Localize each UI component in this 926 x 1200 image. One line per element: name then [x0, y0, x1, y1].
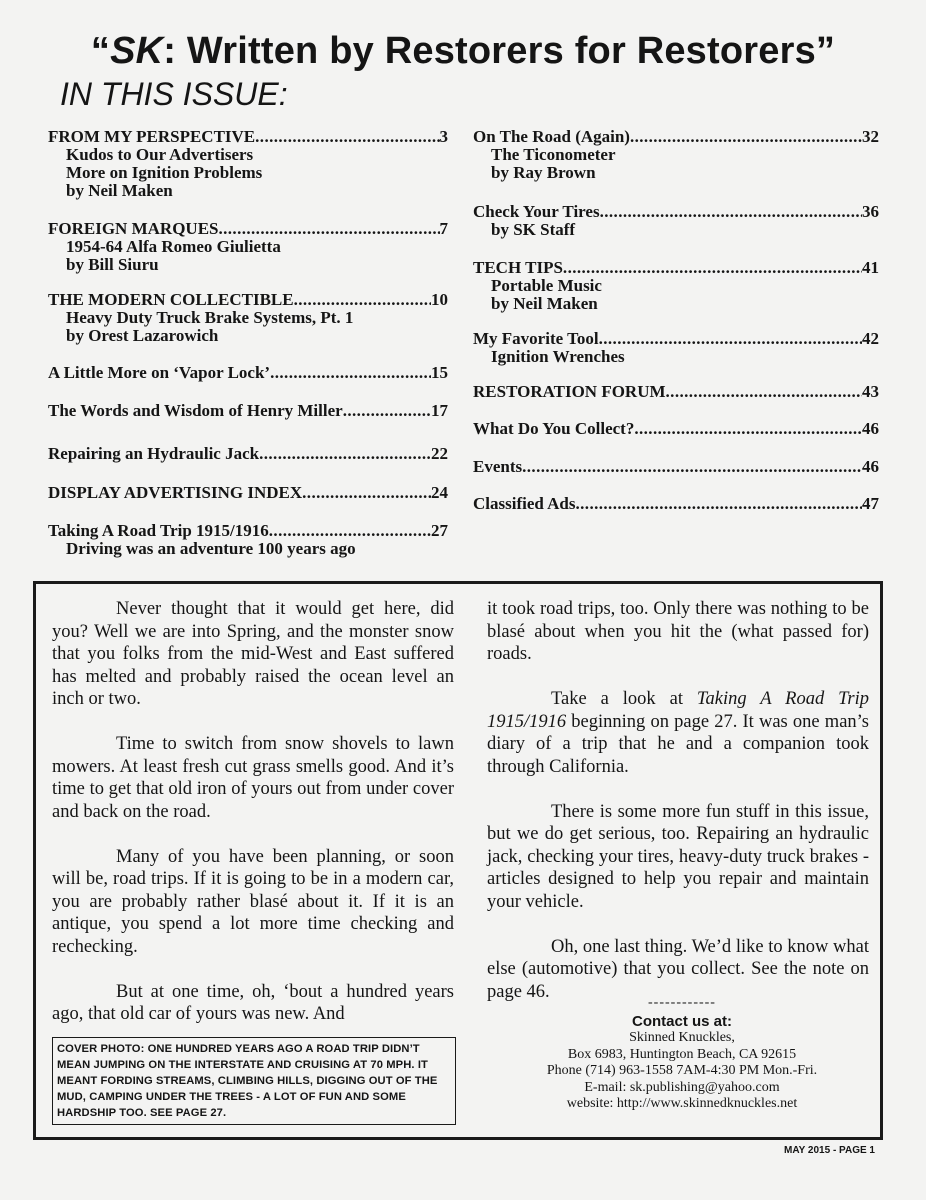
contact-email[interactable]: E-mail: sk.publishing@yahoo.com: [584, 1079, 780, 1095]
toc-author: by Orest Lazarowich: [66, 326, 219, 345]
editorial-text: Take a look at: [551, 689, 697, 709]
headline-quote: “: [90, 30, 111, 72]
toc-subtitle: Driving was an adventure 100 years ago: [66, 539, 356, 558]
toc-page: 3: [439, 127, 448, 146]
toc-leader: [563, 259, 862, 277]
toc-subtitle: Kudos to Our Advertisers: [66, 145, 254, 164]
toc-entry[interactable]: [48, 364, 448, 382]
toc-entry[interactable]: [473, 259, 879, 313]
toc-author: by Ray Brown: [491, 163, 596, 182]
toc-page: 7: [439, 219, 448, 238]
editorial-text: beginning on page 27. It was one man’s diary of a trip that he and a companion took through California.: [487, 711, 869, 777]
toc-author: by Neil Maken: [491, 294, 598, 313]
toc-entry[interactable]: [473, 495, 879, 513]
toc-leader: [270, 364, 431, 382]
headline-sk: SK: [110, 30, 164, 72]
toc-title: Taking A Road Trip 1915/1916: [48, 521, 269, 540]
contact-website[interactable]: website: http://www.skinnedknuckles.net: [566, 1096, 798, 1111]
toc-subtitle: Portable Music: [491, 276, 602, 295]
toc-page: 10: [431, 290, 448, 309]
editorial-left-column: [52, 598, 454, 1026]
toc-leader: [294, 291, 431, 309]
toc-leader: [255, 128, 439, 146]
toc-entry[interactable]: [473, 420, 879, 438]
editorial-paragraph: Oh, one last thing. We’d like to know what else (automotive) that you collect. See the note on page 46.: [487, 936, 869, 1002]
toc-author: by Neil Maken: [66, 181, 173, 200]
toc-entry[interactable]: [473, 383, 879, 401]
toc-page: 46: [862, 457, 879, 476]
toc-title: Repairing an Hydraulic Jack: [48, 444, 260, 463]
toc-title: On The Road (Again): [473, 127, 630, 146]
toc-page: 41: [862, 258, 879, 277]
toc-entry[interactable]: [48, 128, 448, 200]
toc-title: A Little More on ‘Vapor Lock’: [48, 363, 271, 382]
toc-subtitle: More on Ignition Problems: [66, 163, 263, 182]
separator: ------------: [648, 995, 716, 1010]
toc-title: FROM MY PERSPECTIVE: [48, 127, 256, 146]
toc-title: Check Your Tires: [473, 202, 600, 221]
toc-entry[interactable]: [48, 445, 448, 463]
toc-page: 46: [862, 419, 879, 438]
toc-page: 17: [431, 401, 448, 420]
toc-page: 22: [431, 444, 448, 463]
toc-page: 47: [862, 494, 879, 513]
toc-page: 15: [431, 363, 448, 382]
toc-entry[interactable]: [48, 402, 448, 420]
toc-entry[interactable]: [48, 484, 448, 502]
toc-subtitle: Ignition Wrenches: [491, 347, 625, 366]
toc-title: FOREIGN MARQUES: [48, 219, 219, 238]
contact-block: [487, 995, 877, 1113]
article-title-reference: Taking A Road Trip 1915/1916: [487, 689, 869, 732]
editorial-paragraph: But at one time, oh, ‘bout a hundred years ago, that old car of yours was new. And: [52, 981, 454, 1024]
editorial-paragraph: it took road trips, too. Only there was nothing to be blasé about when you hit the (what passed for) roads.: [487, 599, 869, 664]
toc-entry[interactable]: [473, 128, 879, 182]
toc-leader: [634, 420, 862, 438]
editorial-paragraph: There is some more fun stuff in this issue, but we do get serious, too. Repairing an hydraulic jack, checking your tires, heavy-duty truck brakes - articles designed to help you repair and maintain your vehicle.: [487, 801, 869, 912]
toc-page: 43: [862, 382, 879, 401]
toc-page: 42: [862, 329, 879, 348]
toc-title: Events: [473, 457, 523, 476]
toc-entry[interactable]: [473, 203, 879, 239]
toc-entry[interactable]: [48, 522, 448, 558]
contact-name: Skinned Knuckles,: [629, 1030, 735, 1045]
editorial-paragraph: [487, 688, 869, 778]
toc-title: Classified Ads: [473, 494, 576, 513]
toc-leader: [600, 203, 862, 221]
toc-author: by Bill Siuru: [66, 255, 159, 274]
contact-address: Box 6983, Huntington Beach, CA 92615: [567, 1046, 797, 1062]
toc-subtitle: 1954-64 Alfa Romeo Giulietta: [66, 237, 281, 256]
toc-title: The Words and Wisdom of Henry Miller: [48, 401, 343, 420]
toc-entry[interactable]: [48, 220, 448, 274]
toc-leader: [599, 330, 862, 348]
toc-leader: [522, 458, 862, 476]
toc-title: My Favorite Tool: [473, 329, 599, 348]
toc-leader: [576, 495, 863, 513]
editorial-right-column: [487, 598, 869, 1003]
toc-leader: [302, 484, 431, 502]
editorial-paragraph: Many of you have been planning, or soon will be, road trips. If it is going to be in a modern car, you are probably rather blasé about it. If it is an antique, you spend a lot more time checking and rechecking.: [52, 846, 454, 957]
toc-leader: [630, 128, 862, 146]
toc-leader: [259, 445, 431, 463]
toc-page: 36: [862, 202, 879, 221]
toc-page: 24: [431, 483, 448, 502]
toc-title: THE MODERN COLLECTIBLE: [48, 290, 294, 309]
contact-heading: Contact us at:: [631, 1012, 732, 1030]
toc-entry[interactable]: [473, 330, 879, 366]
editorial-paragraph: Time to switch from snow shovels to lawn mowers. At least fresh cut grass smells good. And it’s time to get that old iron of yours out from under cover and back on the road.: [52, 734, 454, 822]
toc-title: TECH TIPS: [473, 258, 563, 277]
toc-title: RESTORATION FORUM: [473, 382, 666, 401]
toc-author: by SK Staff: [491, 220, 576, 239]
toc-leader: [343, 402, 431, 420]
toc-leader: [269, 522, 431, 540]
toc-leader: [218, 220, 439, 238]
contact-phone: Phone (714) 963-1558 7AM-4:30 PM Mon.-Fri.: [546, 1063, 818, 1078]
toc-entry[interactable]: [48, 291, 448, 345]
in-this-issue-heading: IN THIS ISSUE:: [60, 76, 288, 112]
page-folio: MAY 2015 - PAGE 1: [784, 1145, 875, 1156]
toc-page: 27: [431, 521, 448, 540]
toc-title: What Do You Collect?: [473, 419, 635, 438]
toc-leader: [666, 383, 862, 401]
toc-page: 32: [862, 127, 879, 146]
headline: [0, 30, 926, 73]
toc-subtitle: The Ticonometer: [491, 145, 616, 164]
toc-entry[interactable]: [473, 458, 879, 476]
cover-photo-caption: COVER PHOTO: ONE HUNDRED YEARS AGO A ROAD TRIP DIDN’T MEAN JUMPING ON THE INTERSTATE AND CRUISING AT 70 MPH. IT MEANT FORDING STREAMS, CLIMBING HILLS, DIGGING OUT OF THE MUD, CAMPING UNDER THE TREES - A LOT OF FUN AND SOME HARDSHIP TOO. SEE PAGE 27.: [52, 1037, 456, 1125]
editorial-paragraph: Never thought that it would get here, did you? Well we are into Spring, and the monster snow that you folks from the mid-West and East suffered has melted and probably raised the ocean level an inch or two.: [52, 599, 454, 709]
toc-title: DISPLAY ADVERTISING INDEX: [48, 483, 303, 502]
headline-rest: : Written by Restorers for Restorers”: [163, 30, 836, 72]
toc-subtitle: Heavy Duty Truck Brake Systems, Pt. 1: [66, 308, 354, 327]
